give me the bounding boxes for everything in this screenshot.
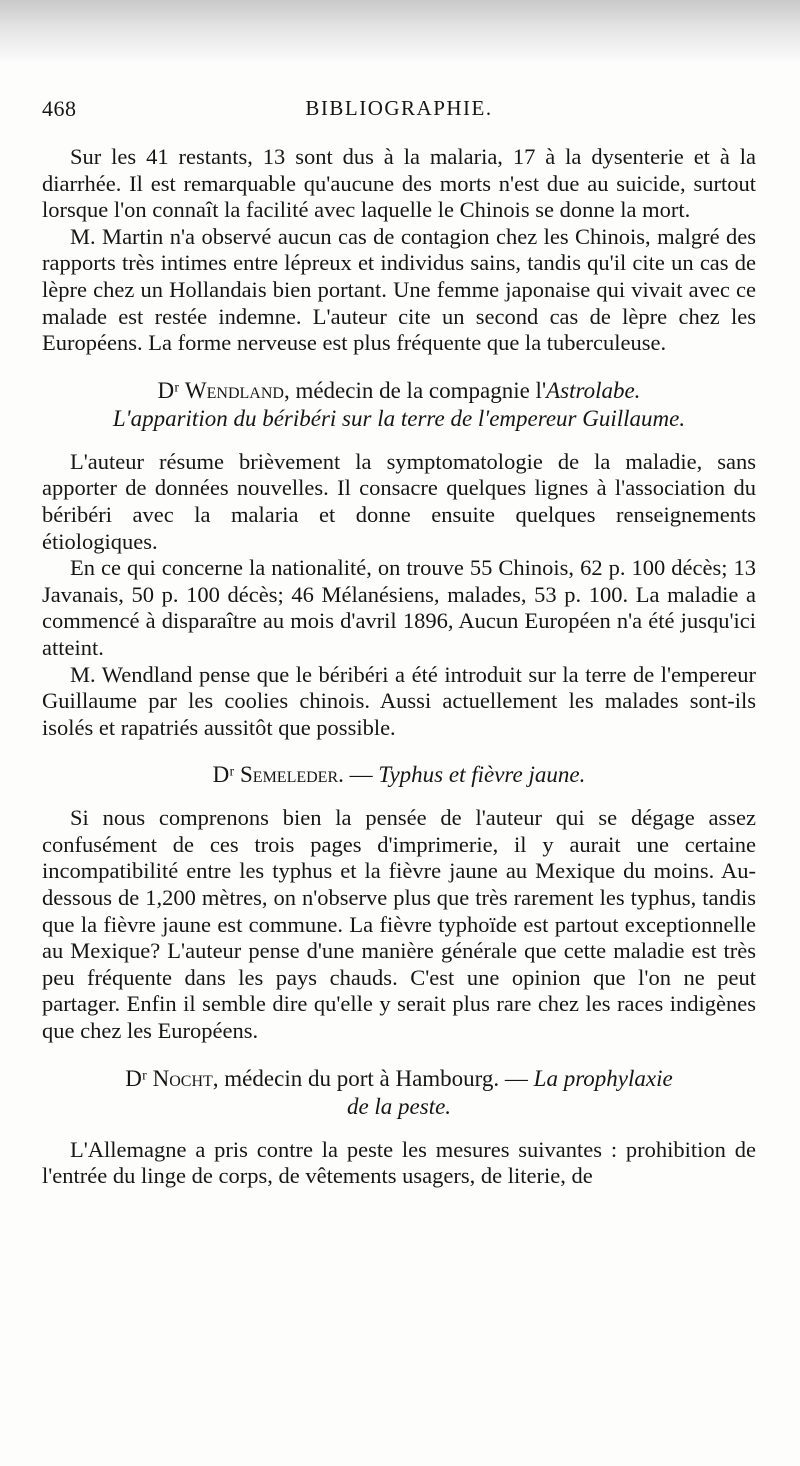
section-nocht-heading <box>42 1065 756 1093</box>
paragraph-4: En ce qui concerne la nationalité, on trouve 55 Chinois, 62 p. 100 décès; 13 Javanais, 50 p. 100 décès; 46 Mélanésiens, malades, 53 p. 100. La maladie a commencé à disparaître au mois d'avril 1896, Aucun Européen n'a été jusqu'ici atteint. <box>42 555 756 660</box>
article-title-part2: de la peste. <box>346 1093 452 1119</box>
section-wendland-heading <box>42 377 756 405</box>
author-name: Nocht <box>152 1065 213 1091</box>
author-name: Semeleder. <box>240 762 344 788</box>
title-dash: — <box>343 762 379 788</box>
paragraph-6: Si nous comprenons bien la pensée de l'auteur qui se dégage assez confusément de ces trois pages d'imprimerie, il y aurait une certaine incompatibilité entre les typhus et la fièvre jaune au Mexique du moins. Au-dessous de 1,200 mètres, on n'observe plus que très rarement les typhus, tandis que la fièvre jaune est commune. La fièvre typhoïde est partout exceptionnelle au Mexique? L'auteur pense d'une manière générale que cette maladie est très peu fréquente dans les pays chauds. C'est une opinion que l'on ne peut partager. Enfin il semble dire qu'elle y serait plus rare chez les races indigènes que chez les Européens. <box>42 805 756 1044</box>
scan-shadow <box>0 0 800 62</box>
doctor-prefix: Dʳ <box>125 1065 153 1091</box>
paragraph-2: M. Martin n'a observé aucun cas de contagion chez les Chinois, malgré des rapports très intimes entre lépreux et individus sains, tandis qu'il cite un cas de lèpre chez un Hollandais bien portant. Une femme japonaise qui vivait avec ce malade est restée indemne. L'auteur cite un second cas de lèpre chez les Européens. La forme nerveuse est plus fréquente que la tuberculeuse. <box>42 223 756 356</box>
article-title-part1: La prophylaxie <box>533 1065 673 1091</box>
page-number: 468 <box>42 96 77 121</box>
doctor-prefix: Dʳ <box>212 762 241 788</box>
paragraph-7: L'Allemagne a pris contre la peste les mesures suivantes : prohibition de l'entrée du linge de corps, de vêtements usagers, de literie, de <box>42 1136 756 1189</box>
doctor-prefix: Dʳ <box>157 377 185 403</box>
ship-name: Astrolabe. <box>546 377 641 403</box>
section-wendland-title: L'apparition du béribéri sur la terre de l'empereur Guillaume. <box>112 405 686 431</box>
page-header <box>42 96 756 132</box>
paragraph-3: L'auteur résume brièvement la symptomatologie de la maladie, sans apporter de données nouvelles. Il consacre quelques lignes à l'association du béribéri avec la malaria et donne ensuite quelques renseignements étiologiques. <box>42 448 756 554</box>
author-name: Wendland <box>184 377 284 403</box>
page-body <box>42 144 756 1190</box>
running-title: BIBLIOGRAPHIE. <box>305 96 493 120</box>
paragraph-1: Sur les 41 restants, 13 sont dus à la malaria, 17 à la dysenterie et à la diarrhée. Il est remarquable qu'aucune des morts n'est due au suicide, surtout lorsque l'on connaît la facilité avec laquelle le Chinois se donne la mort. <box>42 144 756 223</box>
article-title: Typhus et fièvre jaune. <box>378 762 586 788</box>
author-affiliation: , médecin du port à Hambourg. — <box>212 1065 534 1091</box>
section-semeleder-heading <box>42 761 756 789</box>
paragraph-5: M. Wendland pense que le béribéri a été introduit sur la terre de l'empereur Guillaume par les coolies chinois. Aussi actuellement les malades sont-ils isolés et rapatriés aussitôt que possible. <box>42 661 756 740</box>
author-affiliation: , médecin de la compagnie l' <box>283 377 547 403</box>
